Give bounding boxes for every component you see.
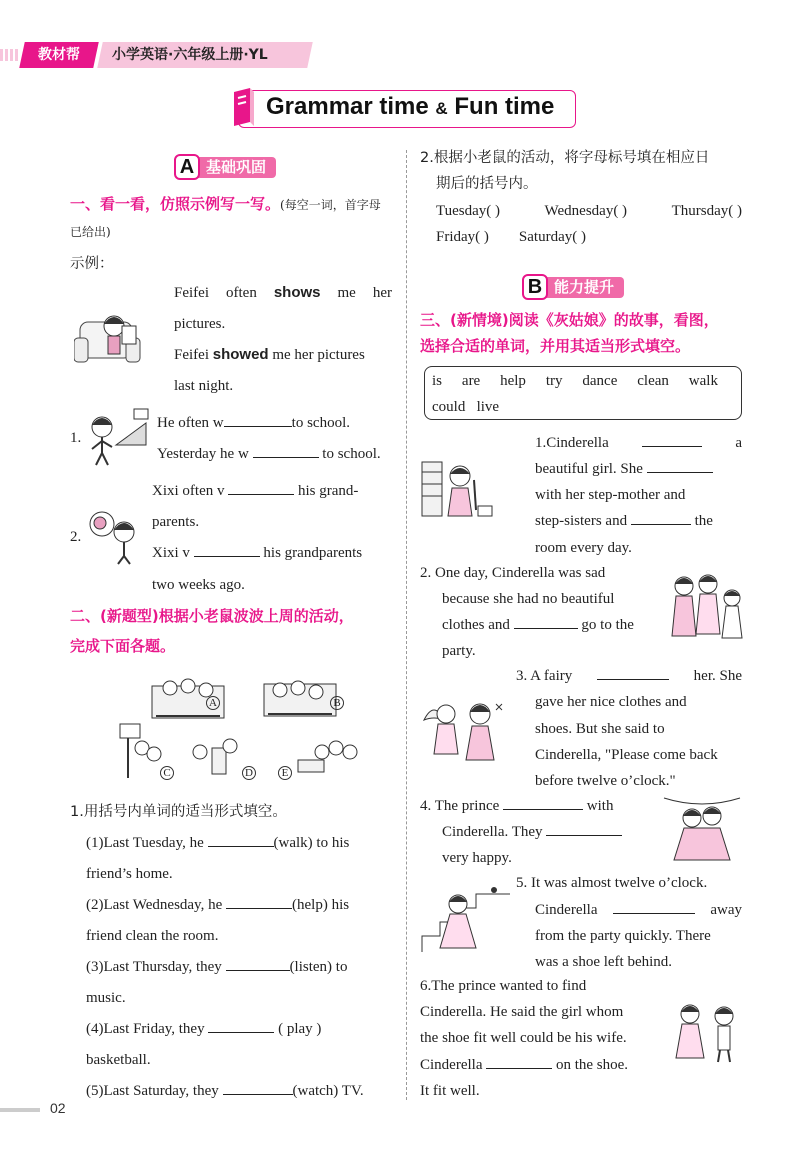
q1-item2-line-a: Xixi often v his grand-	[152, 483, 359, 499]
pic-label-a: A	[206, 696, 220, 710]
example-picture	[74, 308, 158, 368]
q1-heading: 一、看一看，仿照示例写一写。(每空一词，首字母	[70, 195, 381, 213]
q3-s6-line-1: 6.The prince wanted to find	[420, 978, 587, 994]
q2-heading-1: 二、(新题型)根据小老鼠波波上周的活动，	[70, 607, 354, 625]
word-bank-row-1: is are help try dance clean walk	[432, 373, 718, 389]
example-line-4: last night.	[174, 378, 234, 394]
q3-s6-line-4: Cinderella on the shoe.	[420, 1057, 629, 1073]
q2-sub2-title-2: 期后的括号内。	[436, 176, 538, 192]
q2-sub1-item2-cont: friend clean the room.	[86, 928, 219, 944]
q2-sub1-item3: (3)Last Thursday, they (listen) to	[86, 959, 348, 975]
q2-sub2-title-1: 2.根据小老鼠的活动，将字母标号填在相应日	[420, 150, 710, 166]
q2-days-row-1: Tuesday( ) Wednesday( ) Thursday( )	[436, 203, 742, 219]
q2-sub1-item5: (5)Last Saturday, they (watch) TV.	[86, 1083, 364, 1099]
page-number: 02	[50, 1100, 66, 1116]
q3-s1-line-4: step-sisters and the	[535, 513, 713, 529]
q3-s1-line-3: with her step-mother and	[535, 487, 686, 503]
q1-item1-number: 1.	[70, 430, 82, 446]
q1-item2-line-b: Xixi v his grandparents	[152, 545, 363, 561]
q1-note: 已给出)	[70, 225, 111, 239]
step-sisters-picture	[664, 570, 746, 642]
page-header	[0, 42, 330, 68]
page-title: Grammar time & Fun time	[266, 93, 555, 120]
section-b-letter: B	[522, 274, 548, 300]
q3-s3-line-4: Cinderella, "Please come back	[535, 747, 718, 763]
q3-s1-line-1: 1.Cinderella a	[535, 435, 742, 451]
q3-s3-line-1: 3. A fairy her. She	[516, 668, 742, 684]
section-a-letter: A	[174, 154, 200, 180]
q3-s1-line-5: room every day.	[535, 540, 632, 556]
word-bank-row-2: could live	[432, 399, 500, 415]
example-line-1: Feifei often shows me her	[174, 284, 392, 301]
book-icon	[230, 86, 258, 130]
picture-e	[298, 741, 357, 772]
q3-s5-line-3: from the party quickly. There	[535, 928, 711, 944]
header-title: 小学英语·六年级上册·YL	[112, 47, 268, 63]
pic-label-c: C	[160, 766, 174, 780]
picture-b	[264, 681, 336, 716]
picture-c	[120, 724, 161, 778]
q2-sub1-item2: (2)Last Wednesday, he (help) his	[86, 897, 350, 913]
walk-picture	[86, 405, 152, 467]
q3-s5-line-1: 5. It was almost twelve o’clock.	[516, 875, 708, 891]
visit-picture	[84, 506, 146, 566]
example-label: 示例：	[70, 256, 114, 272]
cinderella-cleaning-picture	[420, 460, 496, 520]
fairy-picture	[420, 690, 516, 764]
q2-sub1-item4: (4)Last Friday, they ( play )	[86, 1021, 322, 1037]
picture-d	[193, 739, 237, 774]
q2-sub1-item1: (1)Last Tuesday, he (walk) to his	[86, 835, 350, 851]
q3-s2-line-3: clothes and go to the	[442, 617, 634, 633]
q3-s2-line-4: party.	[442, 643, 476, 659]
q3-s2-line-1: 2. One day, Cinderella was sad	[420, 565, 606, 581]
pic-label-b: B	[330, 696, 344, 710]
q3-s6-line-2: Cinderella. He said the girl whom	[420, 1004, 624, 1020]
q2-sub1-item1-cont: friend’s home.	[86, 866, 173, 882]
header-tag: 教材帮	[19, 42, 99, 68]
q2-days-row-2: Friday( ) Saturday( )	[436, 229, 586, 245]
q1-item1-line-b: Yesterday he w to school.	[157, 446, 381, 462]
pic-label-e: E	[278, 766, 292, 780]
q3-s5-line-4: was a shoe left behind.	[535, 954, 673, 970]
footer-line	[0, 1108, 40, 1112]
section-b-label: 能力提升	[544, 277, 624, 298]
column-divider	[406, 150, 407, 1100]
q3-s4-line-3: very happy.	[442, 850, 512, 866]
q3-s4-line-1: 4. The prince with	[420, 798, 614, 814]
example-line-2: pictures.	[174, 316, 226, 332]
q3-s4-line-2: Cinderella. They	[442, 822, 622, 842]
q3-s2-line-2: because she had no beautiful	[442, 591, 615, 607]
header-stripes	[0, 49, 20, 61]
q1-item2-line-b2: two weeks ago.	[152, 577, 245, 593]
q3-s6-line-5: It fit well.	[420, 1083, 480, 1099]
q3-s3-line-3: shoes. But she said to	[535, 721, 665, 737]
q3-s5-line-2: Cinderella away	[535, 902, 742, 918]
q3-s3-line-2: gave her nice clothes and	[535, 694, 687, 710]
pic-label-d: D	[242, 766, 256, 780]
q1-item2-number: 2.	[70, 529, 82, 545]
shoe-fitting-picture	[666, 1000, 746, 1064]
q3-s3-line-5: before twelve o’clock."	[535, 773, 676, 789]
running-away-picture	[420, 886, 512, 954]
section-a-label: 基础巩固	[196, 157, 276, 178]
q3-heading-1: 三、(新情境)阅读《灰姑娘》的故事，看图，	[420, 311, 719, 329]
dancing-picture	[662, 796, 742, 862]
q2-sub1-title: 1.用括号内单词的适当形式填空。	[70, 804, 287, 820]
q1-item2-line-a2: parents.	[152, 514, 200, 530]
q2-sub1-item4-cont: basketball.	[86, 1052, 151, 1068]
q3-heading-2: 选择合适的单词，并用其适当形式填空。	[420, 337, 691, 355]
q3-s1-line-2: beautiful girl. She	[535, 459, 713, 479]
q2-heading-2: 完成下面各题。	[70, 637, 176, 655]
q3-s6-line-3: the shoe fit well could be his wife.	[420, 1030, 627, 1046]
q1-item1-line-a: He often w to school.	[157, 415, 350, 431]
example-line-3: Feifei showed me her pictures	[174, 346, 365, 363]
q2-sub1-item3-cont: music.	[86, 990, 126, 1006]
